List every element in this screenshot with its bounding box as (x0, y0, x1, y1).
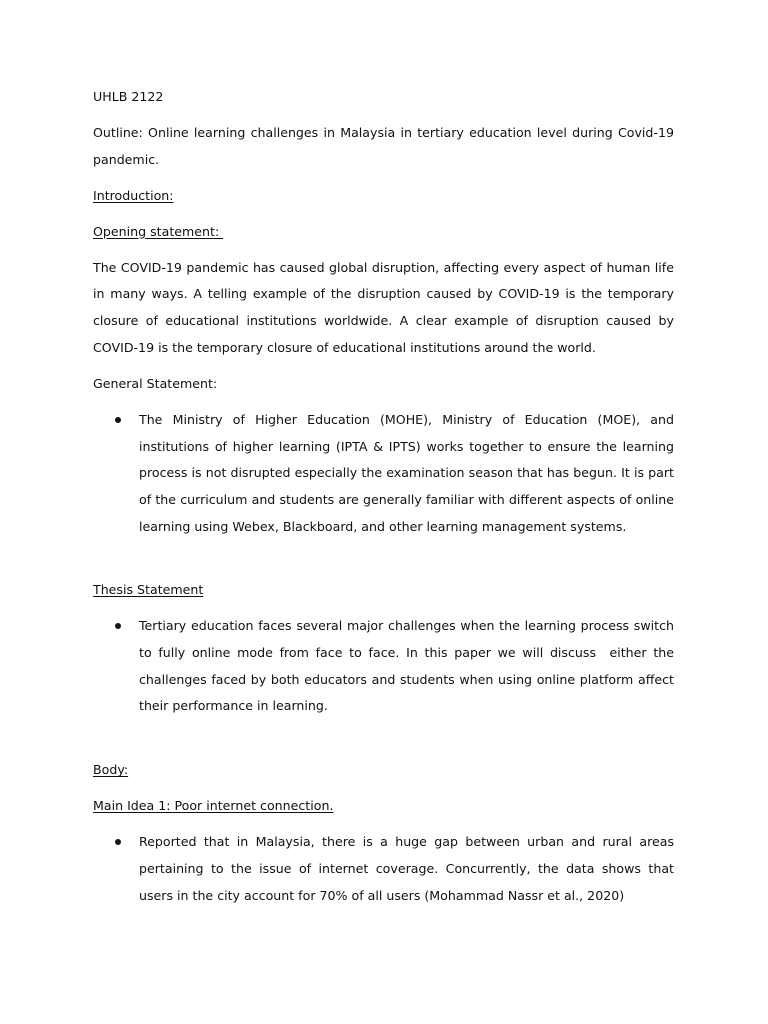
thesis-heading (93, 577, 674, 604)
outline-text: Outline: Online learning challenges in Malaysia in tertiary education level during Covid-19 pandemic. (93, 125, 674, 167)
opening-heading (93, 219, 674, 246)
thesis-bullet-item (93, 613, 679, 720)
thesis-heading-text: Thesis Statement (93, 582, 204, 598)
introduction-heading-text: Introduction: (93, 187, 174, 203)
opening-paragraph: The COVID-19 pandemic has caused global disruption, affecting every aspect of human life in many ways. A telling example of the disruption caused by COVID-19 is the temporary closure of educational institutions worldwide. A clear example of disruption caused by COVID-19 is the temporary closure of educational institutions around the world. (93, 259, 674, 355)
body-heading (93, 757, 674, 784)
body-heading-text: Body: (93, 762, 129, 778)
main-idea-1-bullet-text: Reported that in Malaysia, there is a huge gap between urban and rural areas pertaining to the issue of internet coverage. Concurrently, the data shows that users in the city account for 70% of all users (Mohammad Nassr et al., 2020) (139, 834, 674, 903)
main-idea-1-heading (93, 793, 674, 820)
course-code: UHLB 2122 (93, 89, 164, 104)
introduction-heading (93, 183, 674, 210)
main-idea-1-heading-text: Main Idea 1: Poor internet connection. (93, 798, 334, 814)
main-idea-1-bullet-item (93, 829, 674, 909)
opening-heading-text: Opening statement: (93, 223, 224, 239)
general-bullet-text: The Ministry of Higher Education (MOHE), Ministry of Education (MOE), and institutions of higher learning (IPTA & IPTS) works together to ensure the learning process is not disrupted especially the examination season that has begun. It is part of the curriculum and students are generally familiar with different aspects of online learning using Webex, Blackboard, and other learning management systems. (139, 411, 674, 534)
document-page (93, 84, 679, 909)
general-heading: General Statement: (93, 375, 218, 391)
bullet-icon (115, 839, 121, 845)
bullet-icon (115, 417, 121, 423)
thesis-bullet-text: Tertiary education faces several major challenges when the learning process switch to fully online mode from face to face. In this paper we will discuss either the challenges faced by both educators and students when using online platform affect their performance in learning. (139, 618, 679, 714)
general-bullet-item (93, 407, 674, 541)
bullet-icon (115, 623, 121, 629)
